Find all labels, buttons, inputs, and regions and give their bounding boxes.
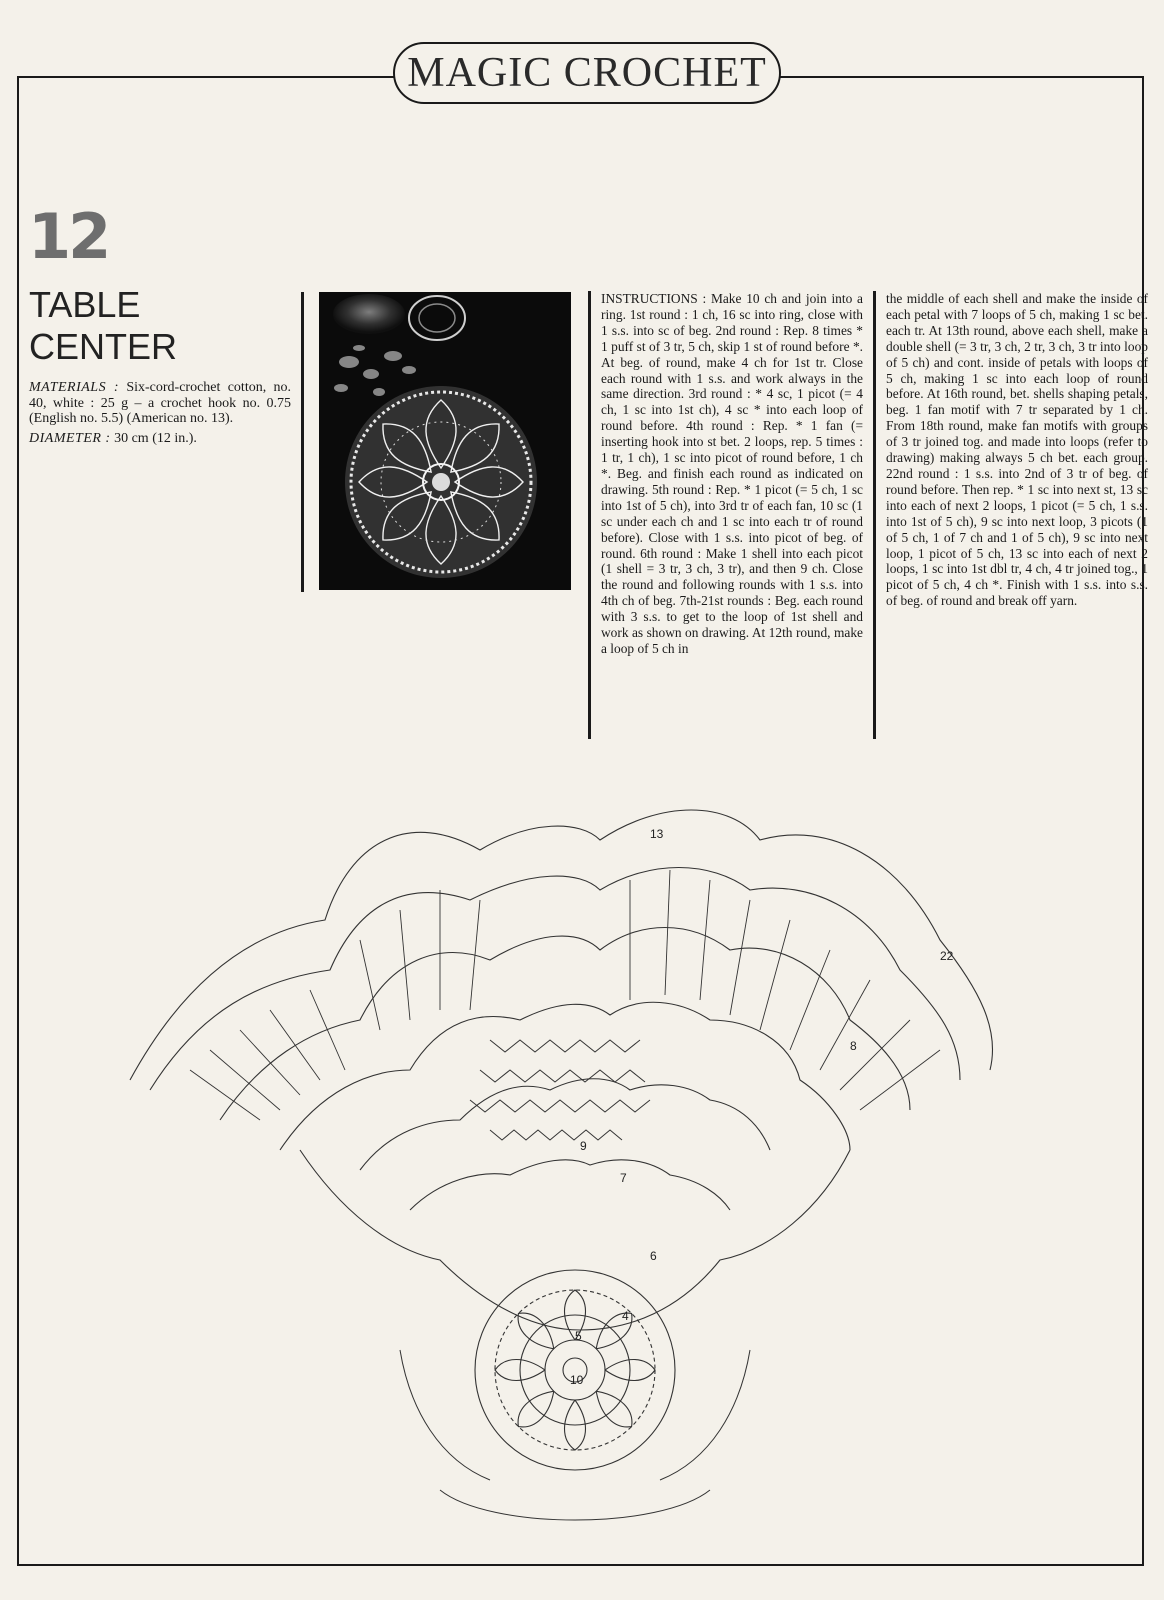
pattern-title-line1: TABLE (29, 284, 141, 325)
diagram-label-center: 10 (570, 1373, 584, 1387)
materials-text: Six-cord-crochet cotton, no. 40, white : 25 g – a crochet hook no. 0.75 (English no. 5.5) (American no. 13). (29, 380, 291, 426)
divider-right (873, 291, 876, 739)
diagram-label-round-22: 22 (940, 949, 954, 963)
materials-label: MATERIALS : (29, 380, 120, 395)
pattern-title-line2: CENTER (29, 326, 178, 367)
materials-block (29, 380, 291, 450)
diameter-text: 30 cm (12 in.). (114, 430, 197, 446)
doily-photo-image (319, 292, 571, 590)
diagram-label-loop-7: 7 (620, 1171, 627, 1185)
diagram-label-loop-9: 9 (580, 1139, 587, 1153)
diagram-label-loop-5: 5 (575, 1329, 582, 1343)
instructions-column-2: the middle of each shell and make the inside of each petal with 7 loops of 5 ch, making 1 sc bet. each tr. At 13th round, above each shell, make a double shell (= 3 tr, 3 ch, 2 tr, 3 ch, 3 tr into loop of 5 ch) and cont. inside of petals with loops of 5 ch, making 1 sc into each loop of round before. At 16th round, bet. shells shaping petals, beg. 1 fan motif with 7 tr separated by 1 ch. From 18th round, make fan motifs with groups of 3 tr joined tog. and made into loops (refer to drawing) making always 5 ch bet. each group. 22nd round : 1 s.s. into 2nd of 3 tr of beg. of round before. Then rep. * 1 sc into next st, 13 sc into each of next 2 loops, 1 picot (= 5 ch, 1 s.s. into 1st of 5 ch), 9 sc into next loop, 3 picots (1 of 5 ch, 1 of 7 ch and 1 of 5 ch), 9 sc into next loop, 1 picot of 5 ch, 13 sc into each of next 2 loops, 1 sc into 1st dbl tr, 4 ch, 4 tr joined tog., 1 picot of 5 ch, 4 ch *. Finish with 1 s.s. into s.s. of beg. of round and break off yarn. (886, 291, 1148, 609)
diameter-label: DIAMETER : (29, 430, 111, 446)
materials-paragraph (29, 380, 291, 427)
pattern-number: 12 (28, 200, 109, 273)
masthead (393, 42, 781, 104)
diameter-paragraph (29, 431, 291, 447)
divider-middle (588, 291, 591, 739)
pattern-title (29, 284, 177, 368)
instructions-column-1: INSTRUCTIONS : Make 10 ch and join into a ring. 1st round : 1 ch, 16 sc into ring, close with 1 s.s. into sc of beg. 2nd round : Rep. 8 times * 1 puff st of 3 tr, 5 ch, skip 1 st of round before *. At beg. of round, make 4 ch for 1st tr. Close each round with 1 s.s. and work always in the same direction. 3rd round : * 4 sc, 1 picot (= 4 ch, 1 sc into 1st ch), 4 sc * into each loop of round before. 4th round : Rep. * 1 fan (= inserting hook into st bet. 2 loops, rep. 5 times : 1 tr, 1 ch), 1 sc into picot of round before, 1 ch *. Beg. and finish each round as indicated on drawing. 5th round : Rep. * 1 picot (= 5 ch, 1 sc into 1st of 5 ch), into 3rd tr of each fan, 10 sc (1 sc under each ch and 1 sc into each tr of round before). Close with 1 s.s. into picot of beg. of round. 6th round : Make 1 shell into each picot (1 shell = 3 tr, 3 ch, 3 tr), and then 9 ch. Close the round and following rounds with 1 s.s. into 4th ch of beg. 7th-21st rounds : Beg. each round with 3 s.s. to get to the loop of 1st shell and work as shown on drawing. At 12th round, make a loop of 5 ch in (601, 291, 863, 656)
divider-left (301, 292, 304, 592)
diagram-label-round-6: 6 (650, 1249, 657, 1263)
diagram-label-loop-13: 13 (650, 827, 664, 841)
doily-photo (319, 292, 571, 590)
diagram-label-round-8: 8 (850, 1039, 857, 1053)
masthead-title: MAGIC CROCHET (407, 50, 767, 96)
crochet-diagram (110, 790, 1030, 1550)
diagram-label-round-4: 4 (622, 1309, 629, 1323)
